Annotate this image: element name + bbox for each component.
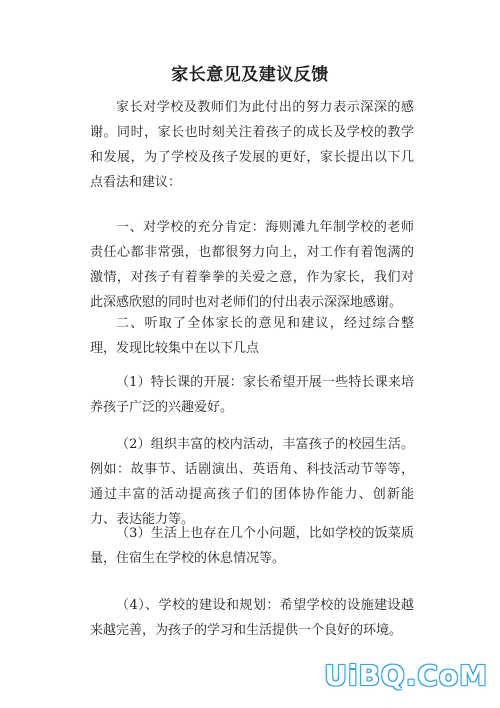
paragraph-summary: 二、听取了全体家长的意见和建议，经过综合整理，发现比较集中在以下几点 xyxy=(90,316,414,356)
paragraph-intro: 家长对学校及教师们为此付出的努力表示深深的感谢。同时，家长也时刻关注着孩子的成长及学校的教学和发展，为了学校及孩子发展的更好，家长提出以下几点看法和建议： xyxy=(90,100,414,190)
document-title: 家长意见及建议反馈 xyxy=(171,65,329,85)
paragraph-item-4: （4）、学校的建设和规划：希望学校的设施建设越来越完善，为孩子的学习和生活提供一个良好的环境。 xyxy=(90,598,414,638)
paragraph-affirmation: 一、对学校的充分肯定：海则滩九年制学校的老师责任心都非常强，也都很努力向上，对工作有着饱满的激情，对孩子有着拳拳的关爱之意，作为家长，我们对此深感欣慰的同时也对老师们的付出表示深深地感谢。 xyxy=(90,220,414,310)
paragraph-item-1: （1）特长课的开展：家长希望开展一些特长课来培养孩子广泛的兴趣爱好。 xyxy=(90,375,414,415)
paragraph-item-2: （2）组织丰富的校内活动，丰富孩子的校园生活。例如：故事节、话剧演出、英语角、科技活动节等等，通过丰富的活动提高孩子们的团体协作能力、创新能力、表达能力等。 xyxy=(90,437,414,527)
site-watermark: UiBQ.CoM xyxy=(324,659,488,692)
paragraph-item-3: （3）生活上也存在几个小问题，比如学校的饭菜质量，住宿生在学校的休息情况等。 xyxy=(90,526,414,566)
